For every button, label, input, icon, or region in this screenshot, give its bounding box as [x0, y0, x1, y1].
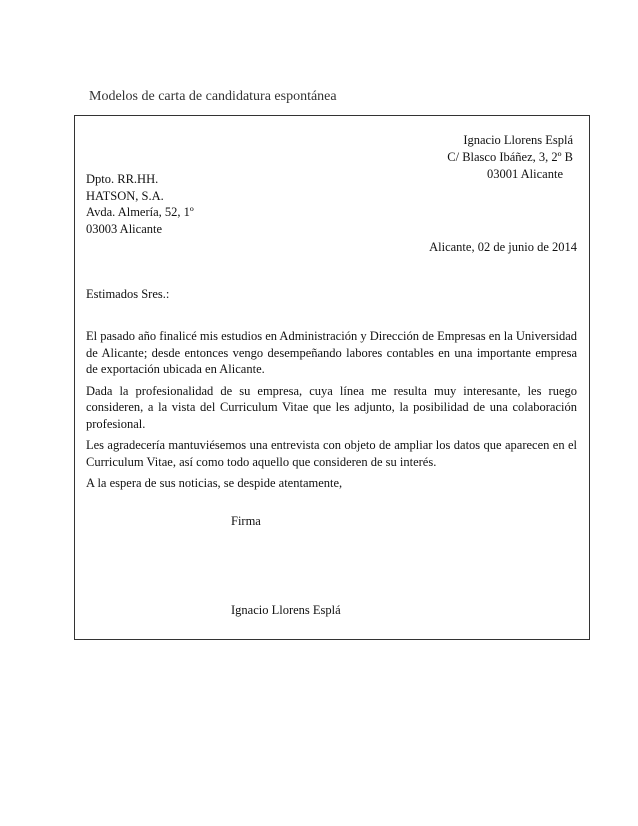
recipient-city: 03003 Alicante: [86, 221, 163, 236]
recipient-block: [86, 171, 194, 237]
closing-paragraph: A la espera de sus noticias, se despide atentamente,: [86, 476, 343, 490]
letter-date: Alicante, 02 de junio de 2014: [429, 240, 577, 254]
sender-city: 03001 Alicante: [486, 167, 563, 181]
sender-name: Ignacio Llorens Esplá: [463, 133, 573, 147]
sender-address: C/ Blasco Ibáñez, 3, 2º B: [447, 150, 573, 164]
body-paragraph: Dada la profesionalidad de su empresa, cuya línea me resulta muy interesante, les ruego consideren, a la vista del Curriculum Vitae que les adjunto, la posibilidad de una colaboración profesional.: [86, 383, 577, 431]
signer-name: Ignacio Llorens Esplá: [231, 603, 341, 617]
page-title: Modelos de carta de candidatura espontánea: [89, 89, 337, 104]
recipient-address: Avda. Almería, 52, 1º: [86, 205, 194, 219]
sender-block: [353, 132, 573, 183]
letter-body: [86, 328, 577, 497]
signature-label: Firma: [231, 514, 261, 528]
salutation: Estimados Sres.:: [86, 287, 170, 301]
letter-box: [74, 115, 590, 640]
body-paragraph: Les agradecería mantuviésemos una entrevista con objeto de ampliar los datos que aparecen en el Curriculum Vitae, así como todo aquello que consideren de su interés.: [86, 438, 577, 469]
recipient-company: HATSON, S.A.: [86, 188, 164, 203]
recipient-department: Dpto. RR.HH.: [86, 172, 159, 186]
body-paragraph: El pasado año finalicé mis estudios en Administración y Dirección de Empresas en la Universidad de Alicante; desde entonces vengo desempeñando labores contables en una importante empresa de exportación ubicada en Alicante.: [86, 329, 577, 376]
